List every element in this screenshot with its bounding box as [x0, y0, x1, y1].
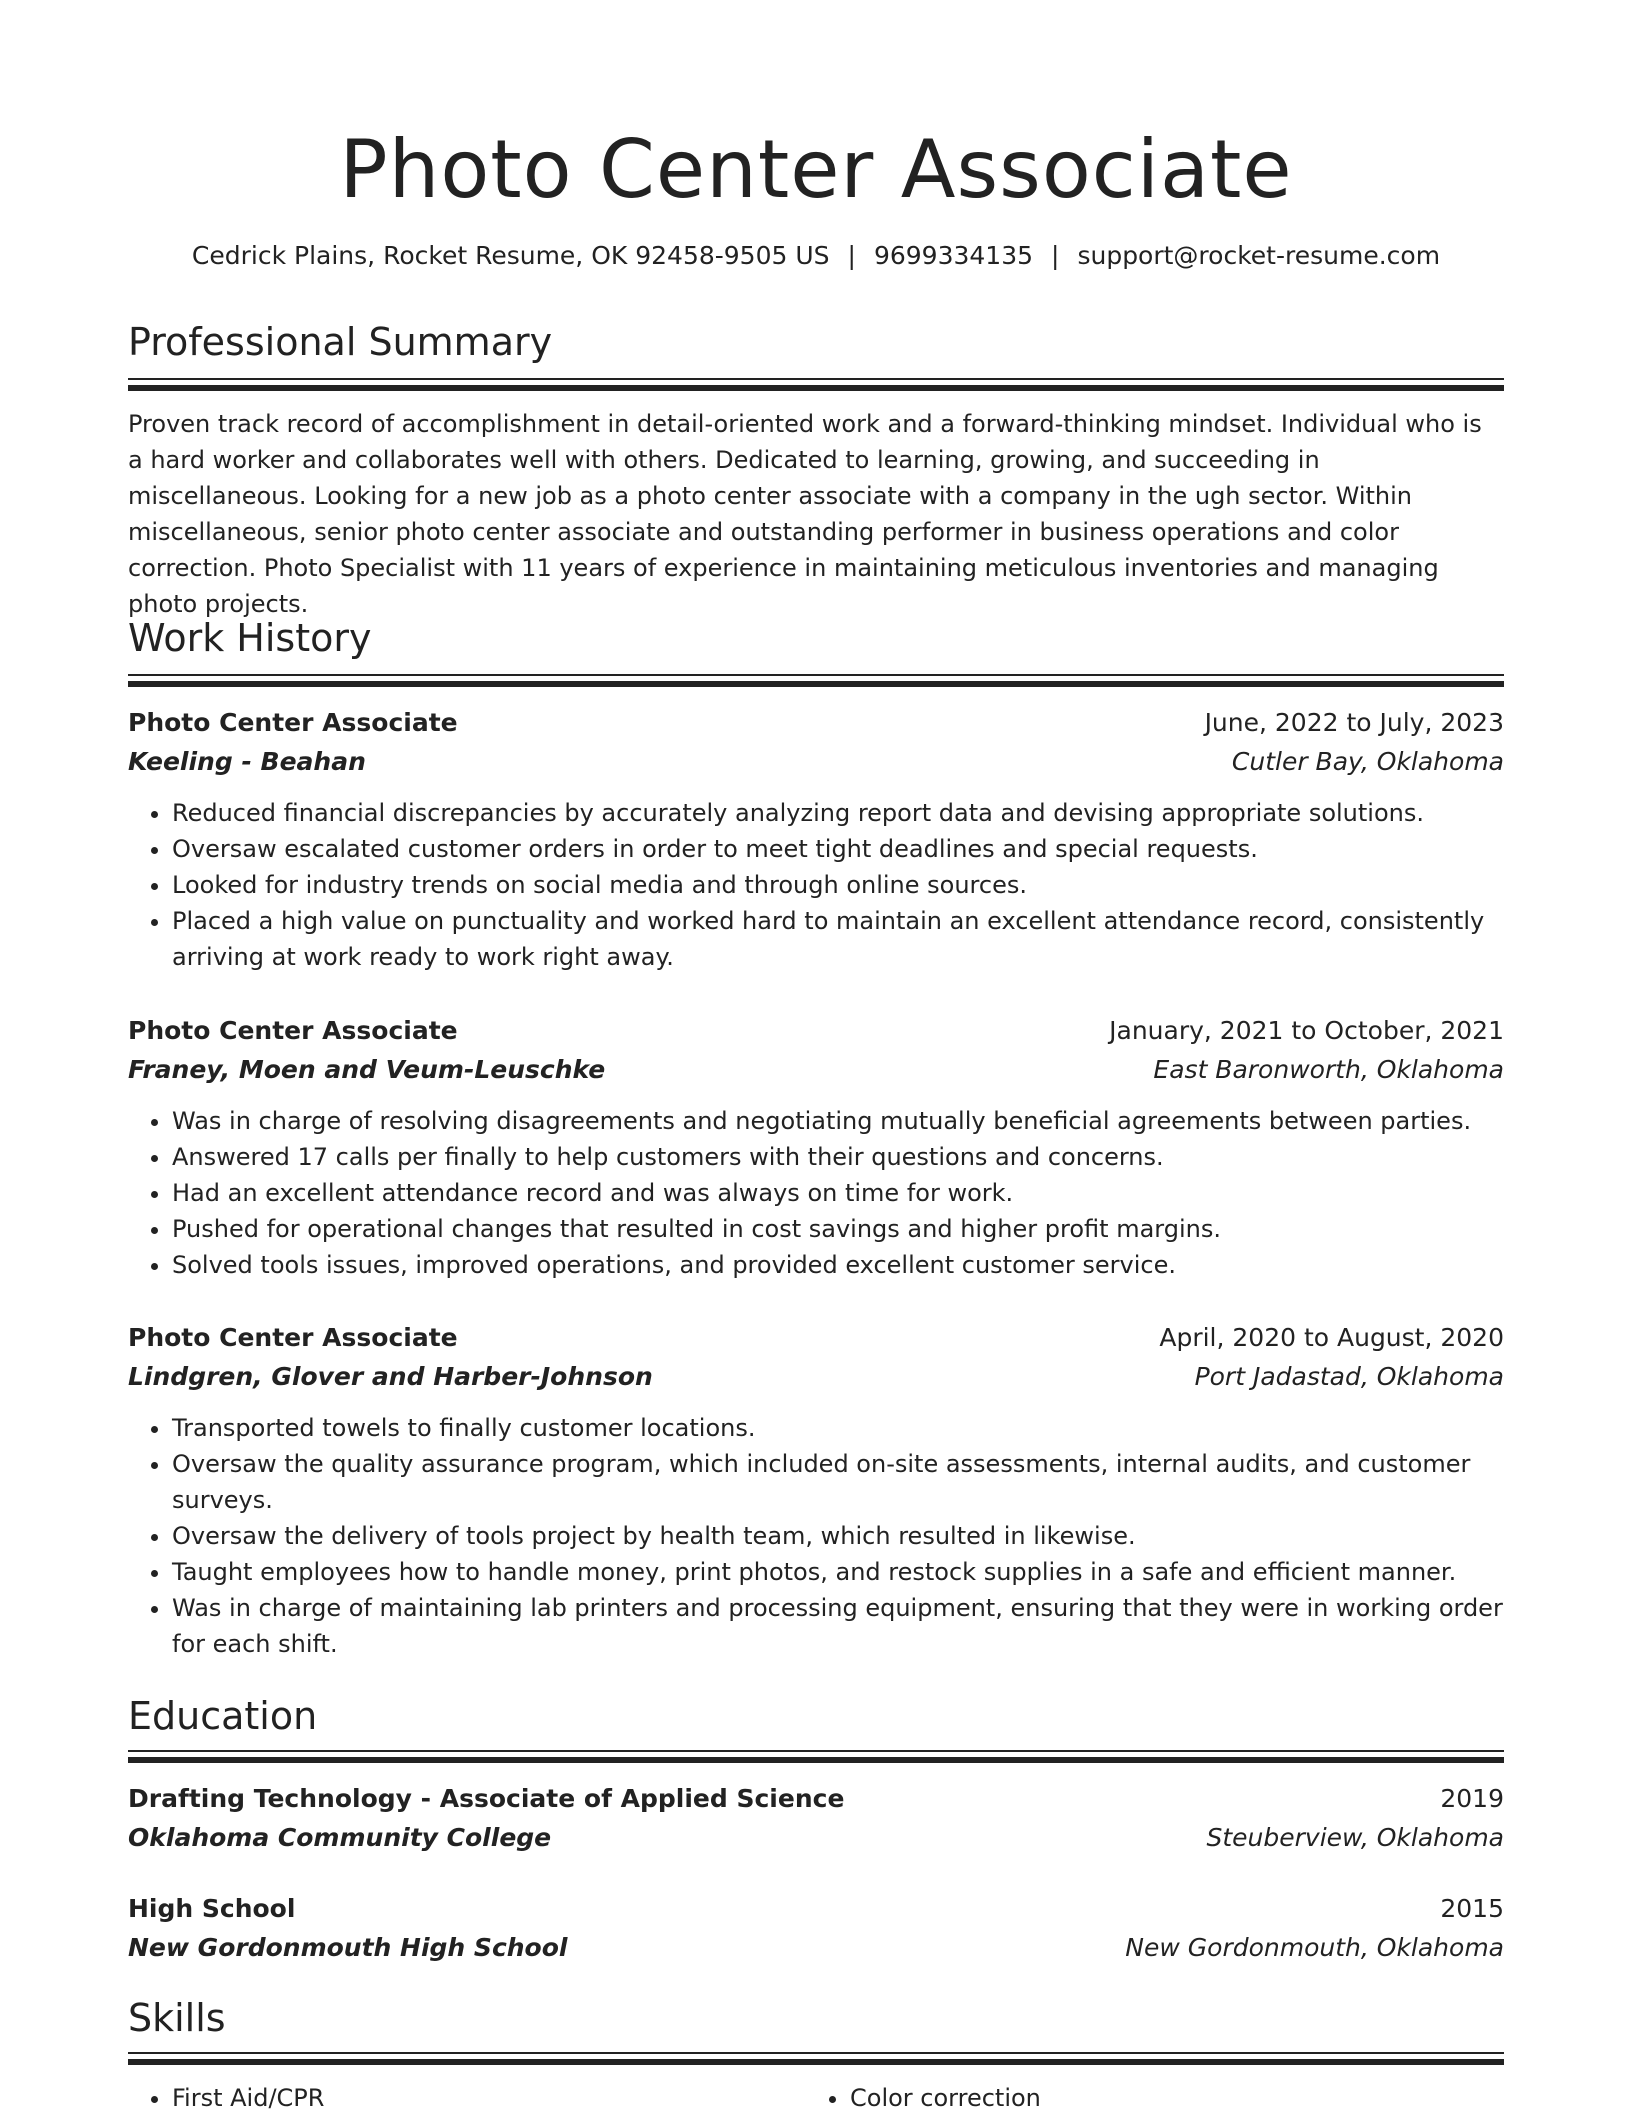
job-header-row [128, 1318, 1504, 1357]
contact-phone: 9699334135 [873, 241, 1034, 270]
job-header-row [128, 703, 1504, 742]
education-heading: Education [128, 1694, 318, 1738]
education-entry [128, 1889, 1504, 1967]
job-dates: April, 2020 to August, 2020 [1159, 1323, 1504, 1352]
education-school: Oklahoma Community College [128, 1823, 552, 1852]
list-item: • Solved tools issues, improved operations, and provided excellent customer service. [172, 1247, 1504, 1283]
job-location: Port Jadastad, Oklahoma [1194, 1362, 1504, 1391]
resume-title: Photo Center Associate [339, 123, 1293, 216]
contact-email: support@rocket-resume.com [1077, 241, 1441, 270]
job-dates: June, 2022 to July, 2023 [1204, 708, 1504, 737]
section-divider [128, 378, 1504, 390]
education-location: Steuberview, Oklahoma [1206, 1823, 1504, 1852]
job-entry [128, 1318, 1504, 1662]
list-item: • Had an excellent attendance record and was always on time for work. [172, 1175, 1504, 1211]
section-divider [128, 1750, 1504, 1762]
list-item: • Answered 17 calls per finally to help customers with their questions and concerns. [172, 1139, 1504, 1175]
job-company-row [128, 742, 1504, 781]
list-item: • Looked for industry trends on social media and through online sources. [172, 867, 1504, 903]
contact-line [128, 238, 1504, 274]
job-company: Lindgren, Glover and Harber-Johnson [128, 1362, 653, 1391]
education-school-row [128, 1818, 1504, 1857]
job-title: Photo Center Associate [128, 1016, 458, 1045]
job-dates: January, 2021 to October, 2021 [1109, 1016, 1504, 1045]
job-bullets [128, 795, 1504, 975]
job-location: East Baronworth, Oklahoma [1153, 1055, 1504, 1084]
summary-heading: Professional Summary [128, 320, 553, 364]
list-item: • Was in charge of resolving disagreements and negotiating mutually beneficial agreements between parties. [172, 1103, 1504, 1139]
job-header-row [128, 1011, 1504, 1050]
education-header-row [128, 1779, 1504, 1818]
list-item: • Transported towels to finally customer locations. [172, 1410, 1504, 1446]
job-bullets [128, 1410, 1504, 1662]
job-title: Photo Center Associate [128, 708, 458, 737]
job-title: Photo Center Associate [128, 1323, 458, 1352]
job-entry [128, 703, 1504, 975]
education-degree: High School [128, 1894, 296, 1923]
education-header-row [128, 1889, 1504, 1928]
skills-column [128, 2080, 324, 2116]
contact-address: Cedrick Plains, Rocket Resume, OK 92458-9505 US [191, 241, 830, 270]
job-company: Keeling - Beahan [128, 747, 366, 776]
job-company-row [128, 1050, 1504, 1089]
education-school-row [128, 1928, 1504, 1967]
list-item: • Pushed for operational changes that resulted in cost savings and higher profit margins. [172, 1211, 1504, 1247]
education-year: 2019 [1440, 1784, 1504, 1813]
job-company: Franey, Moen and Veum-Leuschke [128, 1055, 606, 1084]
education-location: New Gordonmouth, Oklahoma [1125, 1933, 1504, 1962]
job-company-row [128, 1357, 1504, 1396]
education-school: New Gordonmouth High School [128, 1933, 568, 1962]
skills-heading: Skills [128, 1996, 226, 2040]
job-entry [128, 1011, 1504, 1283]
summary-text: Proven track record of accomplishment in detail-oriented work and a forward-thinking mindset. Individual who is a hard worker and collaborates well with others. Dedicated to learning, growing, and succeeding in miscellaneous. Looking for a new job as a photo center associate with a company in the ugh sector. Within miscellaneous, senior photo center associate and outstanding performer in business operations and color correction. Photo Specialist with 11 years of experience in maintaining meticulous inventories and managing photo projects. [128, 410, 1482, 618]
skills-column [806, 2080, 1041, 2116]
list-item: • Reduced financial discrepancies by accurately analyzing report data and devising appropriate solutions. [172, 795, 1504, 831]
list-item: • Was in charge of maintaining lab printers and processing equipment, ensuring that they were in working order for each shift. [172, 1590, 1504, 1662]
education-year: 2015 [1440, 1894, 1504, 1923]
section-divider [128, 2052, 1504, 2064]
list-item: • Oversaw the quality assurance program, which included on-site assessments, internal audits, and customer surveys. [172, 1446, 1504, 1518]
list-item: • Oversaw escalated customer orders in order to meet tight deadlines and special requests. [172, 831, 1504, 867]
job-bullets [128, 1103, 1504, 1283]
skill-item: • First Aid/CPR [172, 2080, 324, 2116]
contact-separator: | [1051, 241, 1060, 270]
contact-separator: | [847, 241, 856, 270]
skill-item: • Color correction [850, 2080, 1041, 2116]
list-item: • Oversaw the delivery of tools project by health team, which resulted in likewise. [172, 1518, 1504, 1554]
education-degree: Drafting Technology - Associate of Applied Science [128, 1784, 845, 1813]
education-entry [128, 1779, 1504, 1857]
work-history-heading: Work History [128, 616, 372, 660]
section-divider [128, 674, 1504, 686]
list-item: • Taught employees how to handle money, print photos, and restock supplies in a safe and efficient manner. [172, 1554, 1504, 1590]
list-item: • Placed a high value on punctuality and worked hard to maintain an excellent attendance record, consistently arriving at work ready to work right away. [172, 903, 1504, 975]
job-location: Cutler Bay, Oklahoma [1231, 747, 1504, 776]
